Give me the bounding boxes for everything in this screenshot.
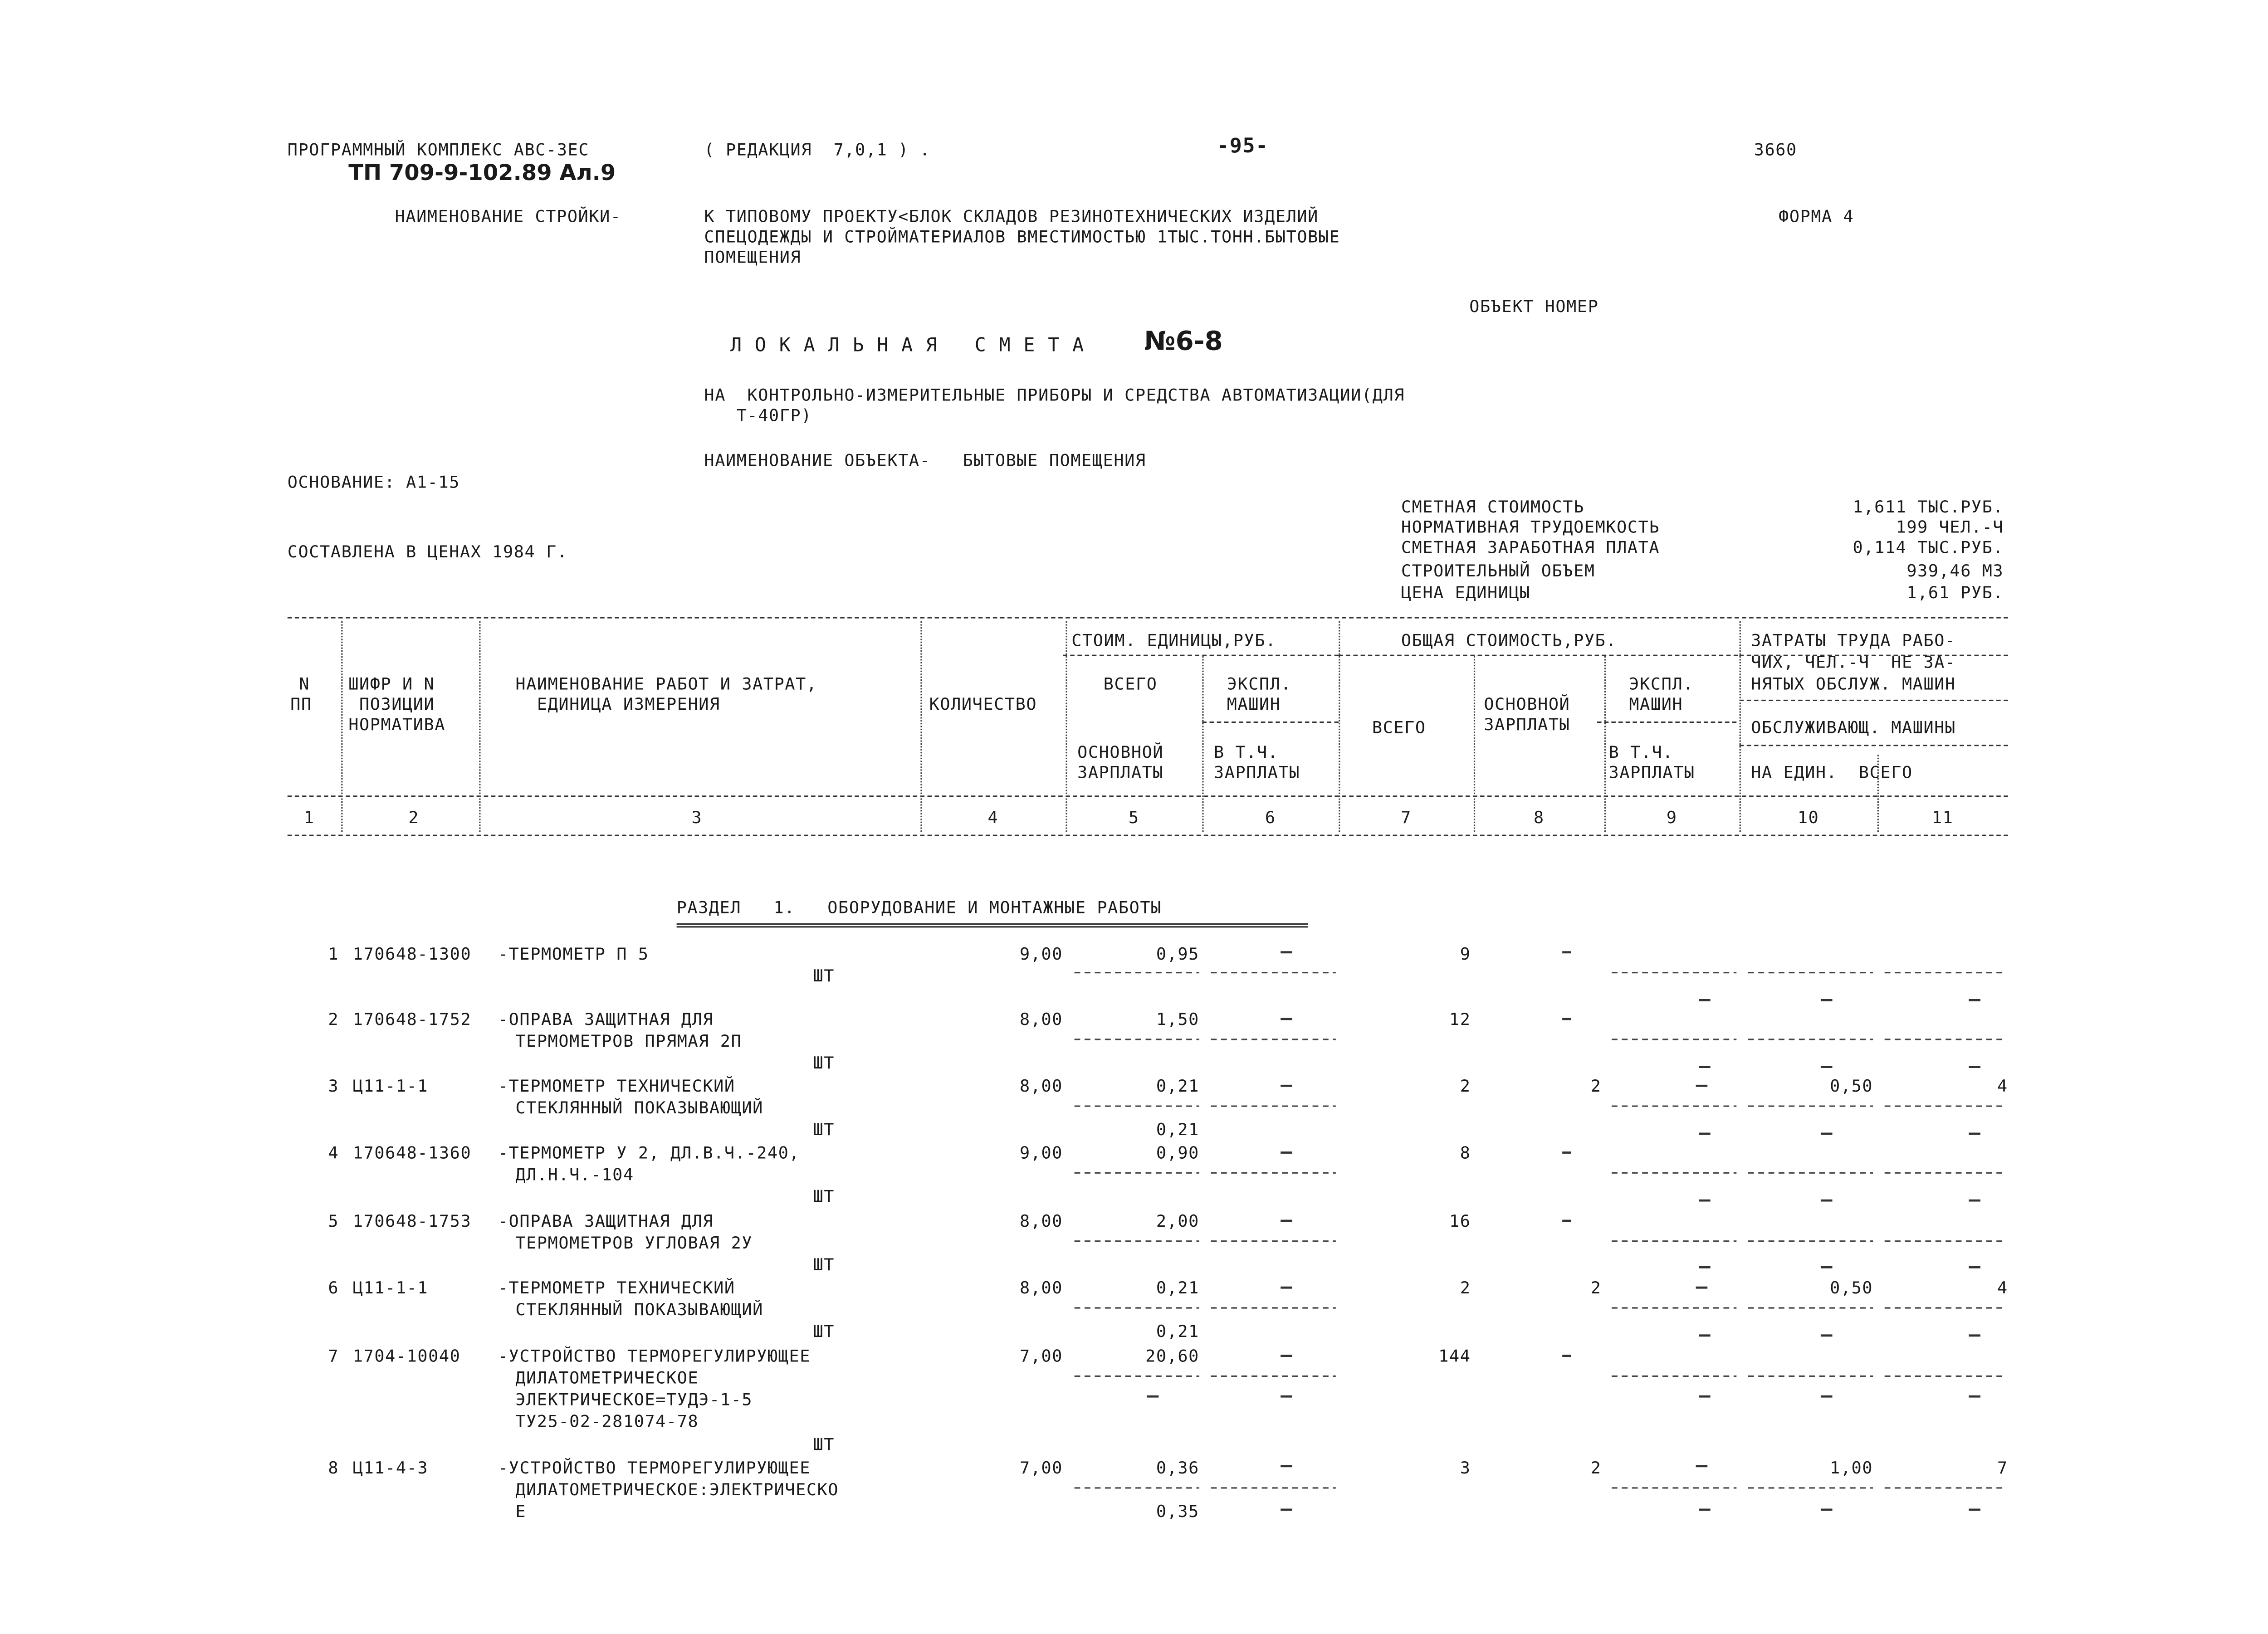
row-qty: 8,00 bbox=[1019, 1210, 1063, 1231]
head-unit-expl-2: МАШИН bbox=[1227, 694, 1281, 714]
row-total-osn: 2 bbox=[1590, 1457, 1602, 1478]
row-unit: ШТ bbox=[813, 1052, 835, 1073]
row-n: 6 bbox=[328, 1277, 339, 1298]
row-name: СТЕКЛЯННЫЙ ПОКАЗЫВАЮЩИЙ bbox=[515, 1097, 763, 1118]
subject-line-2: Т-40ГР) bbox=[704, 405, 812, 425]
row-qty: 8,00 bbox=[1019, 1009, 1063, 1029]
head-total-vt-2: ЗАРПЛАТЫ bbox=[1608, 762, 1695, 783]
row-total: 9 bbox=[1460, 943, 1471, 964]
head-unit-total: ВСЕГО bbox=[1103, 673, 1158, 694]
row-labor-unit: 0,50 bbox=[1830, 1075, 1873, 1096]
row-n: 1 bbox=[328, 943, 339, 964]
handwritten-reference: ТП 709-9-102.89 Ал.9 bbox=[348, 160, 616, 186]
head-n: N bbox=[299, 673, 310, 694]
head-total-cost: ОБЩАЯ СТОИМОСТЬ,РУБ. bbox=[1401, 630, 1617, 651]
head-total-all: ВСЕГО bbox=[1372, 717, 1426, 738]
row-unit: ШТ bbox=[813, 1186, 835, 1206]
head-unit-cost: СТОИМ. ЕДИНИЦЫ,РУБ. bbox=[1071, 630, 1276, 651]
head-labor-5: НА ЕДИН. ВСЕГО bbox=[1751, 762, 1913, 783]
row-qty: 7,00 bbox=[1019, 1346, 1063, 1366]
row-cost: 20,60 bbox=[1145, 1346, 1199, 1366]
head-labor-1: ЗАТРАТЫ ТРУДА РАБО- bbox=[1751, 630, 1956, 651]
row-code: 170648-1753 bbox=[352, 1210, 472, 1231]
head-total-expl-2: МАШИН bbox=[1629, 694, 1683, 714]
row-name: -ТЕРМОМЕТР ТЕХНИЧЕСКИЙ bbox=[498, 1277, 735, 1298]
row-name: -ОПРАВА ЗАЩИТНАЯ ДЛЯ bbox=[498, 1009, 714, 1029]
row-name: ДЛ.Н.Ч.-104 bbox=[515, 1164, 634, 1185]
row-name: ТУ25-02-281074-78 bbox=[515, 1411, 699, 1432]
smeta-number: №6-8 bbox=[1144, 327, 1223, 357]
head-unit-vt-1: В Т.Ч. bbox=[1213, 741, 1279, 762]
row-labor-total: 4 bbox=[1997, 1277, 2008, 1298]
row-total: 16 bbox=[1449, 1210, 1471, 1231]
row-name: ЭЛЕКТРИЧЕСКОЕ=ТУДЭ-1-5 bbox=[515, 1389, 753, 1410]
row-cost: 2,00 bbox=[1156, 1210, 1199, 1231]
row-name: -УСТРОЙСТВО ТЕРМОРЕГУЛИРУЮЩЕЕ bbox=[498, 1346, 811, 1366]
row-total-osn: 2 bbox=[1590, 1277, 1602, 1298]
row-qty: 9,00 bbox=[1019, 943, 1063, 964]
row-qty: 8,00 bbox=[1019, 1277, 1063, 1298]
col-number: 11 bbox=[1931, 807, 1954, 828]
row-cost: 1,50 bbox=[1156, 1009, 1199, 1029]
row-name: ТЕРМОМЕТРОВ ПРЯМАЯ 2П bbox=[515, 1030, 742, 1051]
edition: ( РЕДАКЦИЯ 7,0,1 ) . bbox=[704, 139, 931, 160]
col-number: 5 bbox=[1128, 807, 1139, 828]
stroyka-line-1: К ТИПОВОМУ ПРОЕКТУ<БЛОК СКЛАДОВ РЕЗИНОТЕХНИЧЕСКИХ ИЗДЕЛИЙ bbox=[704, 206, 1319, 227]
row-n: 5 bbox=[328, 1210, 339, 1231]
row-total: 144 bbox=[1438, 1346, 1471, 1366]
smeta-title: ЛОКАЛЬНАЯ СМЕТА bbox=[730, 335, 1097, 357]
row-code: Ц11-1-1 bbox=[352, 1075, 429, 1096]
row-cost: 0,36 bbox=[1156, 1457, 1199, 1478]
object-name: НАИМЕНОВАНИЕ ОБЪЕКТА- БЫТОВЫЕ ПОМЕЩЕНИЯ bbox=[704, 450, 1146, 471]
head-total-osn-2: ЗАРПЛАТЫ bbox=[1484, 714, 1570, 735]
col-number: 10 bbox=[1797, 807, 1819, 828]
head-unit-expl-1: ЭКСПЛ. bbox=[1227, 673, 1292, 694]
summary-label-2: НОРМАТИВНАЯ ТРУДОЕМКОСТЬ bbox=[1401, 517, 1660, 537]
object-number-label: ОБЪЕКТ НОМЕР bbox=[1469, 296, 1599, 317]
head-code-1: ШИФР И N bbox=[348, 673, 435, 694]
row-code: 1704-10040 bbox=[352, 1346, 461, 1366]
head-labor-3: НЯТЫХ ОБСЛУЖ. МАШИН bbox=[1751, 673, 1956, 694]
row-qty: 8,00 bbox=[1019, 1075, 1063, 1096]
summary-value-3: 0,114 ТЫС.РУБ. bbox=[1853, 537, 2004, 558]
col-number: 4 bbox=[987, 807, 999, 828]
row-labor-total: 4 bbox=[1997, 1075, 2008, 1096]
row-name: ДИЛАТОМЕТРИЧЕСКОЕ bbox=[515, 1367, 699, 1388]
document-number: 3660 bbox=[1754, 139, 1797, 160]
row-name: СТЕКЛЯННЫЙ ПОКАЗЫВАЮЩИЙ bbox=[515, 1299, 763, 1320]
row-n: 3 bbox=[328, 1075, 339, 1096]
row-osn: 0,21 bbox=[1156, 1119, 1199, 1140]
head-code-3: НОРМАТИВА bbox=[348, 714, 446, 735]
row-osn: 0,21 bbox=[1156, 1321, 1199, 1341]
row-total-osn: 2 bbox=[1590, 1075, 1602, 1096]
row-total: 8 bbox=[1460, 1142, 1471, 1163]
summary-value-1: 1,611 ТЫС.РУБ. bbox=[1853, 496, 2004, 517]
col-number: 2 bbox=[408, 807, 420, 828]
head-unit-vt-2: ЗАРПЛАТЫ bbox=[1213, 762, 1300, 783]
col-number: 7 bbox=[1401, 807, 1412, 828]
summary-value-2: 199 ЧЕЛ.-Ч bbox=[1896, 517, 2004, 537]
row-total: 2 bbox=[1460, 1277, 1471, 1298]
summary-label-4: СТРОИТЕЛЬНЫЙ ОБЪЕМ bbox=[1401, 560, 1595, 581]
row-cost: 0,21 bbox=[1156, 1277, 1199, 1298]
row-code: 170648-1752 bbox=[352, 1009, 472, 1029]
col-number: 6 bbox=[1265, 807, 1276, 828]
row-n: 8 bbox=[328, 1457, 339, 1478]
head-code-2: ПОЗИЦИИ bbox=[348, 694, 435, 714]
head-name-2: ЕДИНИЦА ИЗМЕРЕНИЯ bbox=[515, 694, 720, 714]
row-cost: 0,90 bbox=[1156, 1142, 1199, 1163]
row-total: 12 bbox=[1449, 1009, 1471, 1029]
row-unit: ШТ bbox=[813, 1434, 835, 1455]
head-quantity: КОЛИЧЕСТВО bbox=[929, 694, 1037, 714]
row-code: 170648-1300 bbox=[352, 943, 472, 964]
summary-label-1: СМЕТНАЯ СТОИМОСТЬ bbox=[1401, 496, 1584, 517]
program-name: ПРОГРАММНЫЙ КОМПЛЕКС АВС-ЗЕС bbox=[287, 139, 590, 160]
row-name: -ОПРАВА ЗАЩИТНАЯ ДЛЯ bbox=[498, 1210, 714, 1231]
row-labor-total: 7 bbox=[1997, 1457, 2008, 1478]
head-total-expl-1: ЭКСПЛ. bbox=[1629, 673, 1694, 694]
stroyka-label: НАИМЕНОВАНИЕ СТРОЙКИ- bbox=[395, 206, 621, 227]
summary-value-4: 939,46 М3 bbox=[1906, 560, 2004, 581]
row-code: Ц11-4-3 bbox=[352, 1457, 429, 1478]
row-code: Ц11-1-1 bbox=[352, 1277, 429, 1298]
row-cost: 0,95 bbox=[1156, 943, 1199, 964]
head-total-vt-1: В Т.Ч. bbox=[1608, 741, 1674, 762]
summary-label-3: СМЕТНАЯ ЗАРАБОТНАЯ ПЛАТА bbox=[1401, 537, 1660, 558]
row-qty: 7,00 bbox=[1019, 1457, 1063, 1478]
col-number: 3 bbox=[691, 807, 703, 828]
stroyka-line-3: ПОМЕЩЕНИЯ bbox=[704, 247, 802, 267]
row-unit: ШТ bbox=[813, 1254, 835, 1275]
row-n: 4 bbox=[328, 1142, 339, 1163]
row-name: -ТЕРМОМЕТР П 5 bbox=[498, 943, 649, 964]
basis: ОСНОВАНИЕ: А1-15 bbox=[287, 472, 460, 493]
row-unit: ШТ bbox=[813, 1321, 835, 1341]
row-labor-unit: 0,50 bbox=[1830, 1277, 1873, 1298]
forma-label: ФОРМА 4 bbox=[1779, 206, 1854, 227]
col-number: 1 bbox=[303, 807, 315, 828]
row-n: 2 bbox=[328, 1009, 339, 1029]
head-name-1: НАИМЕНОВАНИЕ РАБОТ И ЗАТРАТ, bbox=[515, 673, 817, 694]
row-n: 7 bbox=[328, 1346, 339, 1366]
row-cost: 0,21 bbox=[1156, 1075, 1199, 1096]
price-level: СОСТАВЛЕНА В ЦЕНАХ 1984 Г. bbox=[287, 541, 568, 562]
row-name: -ТЕРМОМЕТР ТЕХНИЧЕСКИЙ bbox=[498, 1075, 735, 1096]
row-name: -ТЕРМОМЕТР У 2, ДЛ.В.Ч.-240, bbox=[498, 1142, 800, 1163]
row-unit: ШТ bbox=[813, 1119, 835, 1140]
row-name: ТЕРМОМЕТРОВ УГЛОВАЯ 2У bbox=[515, 1232, 753, 1253]
stroyka-line-2: СПЕЦОДЕЖДЫ И СТРОЙМАТЕРИАЛОВ ВМЕСТИМОСТЬЮ 1ТЫС.ТОНН.БЫТОВЫЕ bbox=[704, 226, 1340, 247]
head-labor-4: ОБСЛУЖИВАЮЩ. МАШИНЫ bbox=[1751, 717, 1956, 738]
subject-line-1: НА КОНТРОЛЬНО-ИЗМЕРИТЕЛЬНЫЕ ПРИБОРЫ И СРЕДСТВА АВТОМАТИЗАЦИИ(ДЛЯ bbox=[704, 385, 1405, 405]
row-name: ДИЛАТОМЕТРИЧЕСКОЕ:ЭЛЕКТРИЧЕСКО bbox=[515, 1479, 839, 1500]
row-code: 170648-1360 bbox=[352, 1142, 472, 1163]
head-labor-2: ЧИХ, ЧЕЛ.-Ч НЕ ЗА- bbox=[1751, 652, 1956, 673]
head-total-osn-1: ОСНОВНОЙ bbox=[1484, 694, 1570, 714]
col-number: 8 bbox=[1534, 807, 1545, 828]
row-total: 2 bbox=[1460, 1075, 1471, 1096]
col-number: 9 bbox=[1666, 807, 1677, 828]
row-total: 3 bbox=[1460, 1457, 1471, 1478]
head-unit-osn-1: ОСНОВНОЙ bbox=[1077, 741, 1164, 762]
summary-value-5: 1,61 РУБ. bbox=[1906, 582, 2004, 603]
row-unit: ШТ bbox=[813, 965, 835, 986]
row-labor-unit: 1,00 bbox=[1830, 1457, 1873, 1478]
row-name: Е bbox=[515, 1501, 527, 1522]
row-qty: 9,00 bbox=[1019, 1142, 1063, 1163]
head-pp: ПП bbox=[290, 694, 312, 714]
row-name: -УСТРОЙСТВО ТЕРМОРЕГУЛИРУЮЩЕЕ bbox=[498, 1457, 811, 1478]
row-osn: 0,35 bbox=[1156, 1501, 1199, 1522]
page-number: -95- bbox=[1217, 135, 1269, 158]
summary-label-5: ЦЕНА ЕДИНИЦЫ bbox=[1401, 582, 1531, 603]
section-title: РАЗДЕЛ 1. ОБОРУДОВАНИЕ И МОНТАЖНЫЕ РАБОТЫ bbox=[676, 897, 1162, 917]
head-unit-osn-2: ЗАРПЛАТЫ bbox=[1077, 762, 1164, 783]
